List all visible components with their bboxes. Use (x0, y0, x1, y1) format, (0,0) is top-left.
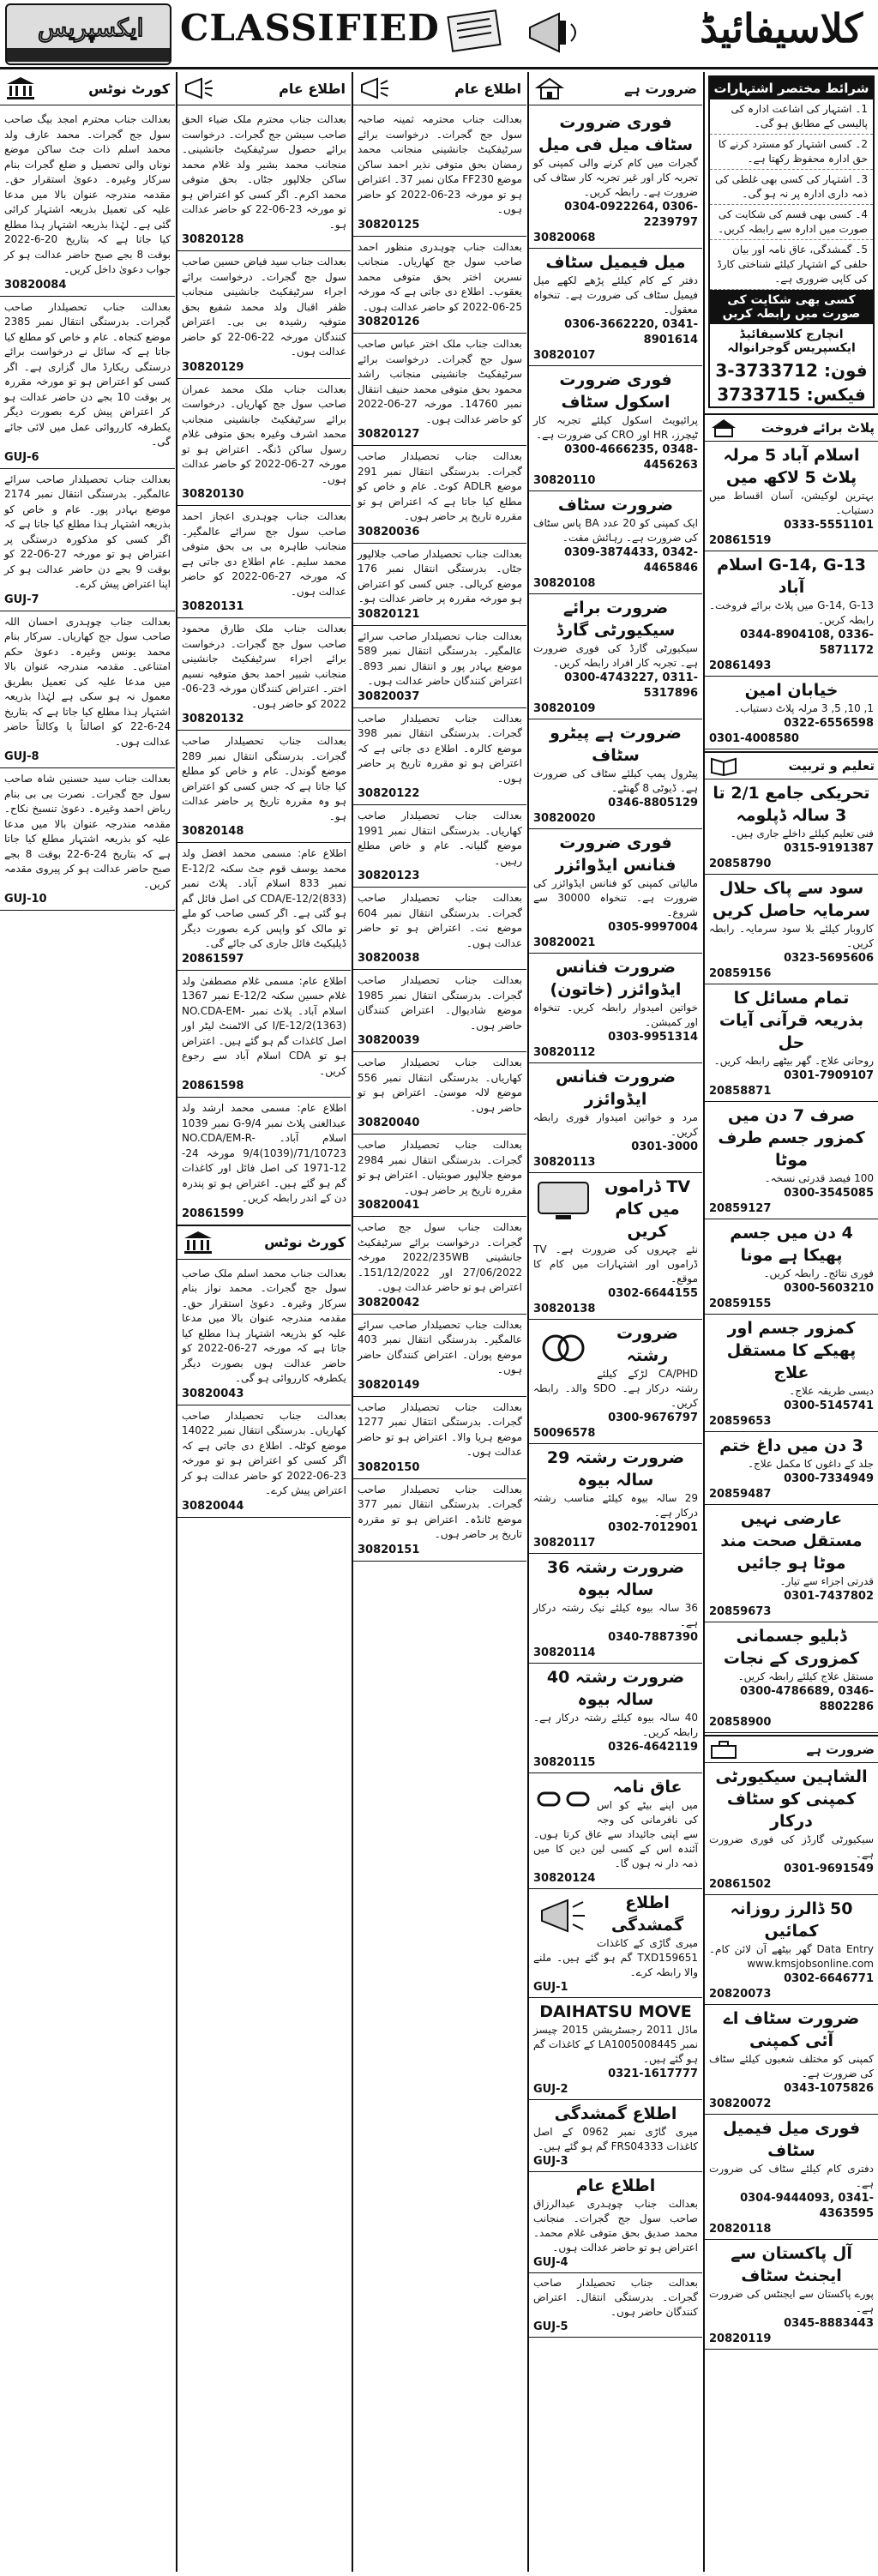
phone-number: 0304-9444093, 0341-4363595 (740, 2192, 874, 2220)
column-right (705, 72, 878, 2572)
classified-ad: ضرورت رشتہ CA/PHD لڑکے کیلئے رشتہ درکار ہے۔ SDO والد۔ رابطہ کریں۔ 0300-9676797 50096578 (529, 1320, 702, 1444)
courthouse-icon (181, 1230, 215, 1255)
section-title: کورٹ نوٹس (88, 80, 170, 97)
section-title: اطلاع عام (454, 80, 521, 97)
phone-number: 0300-3545085 (784, 1187, 874, 1200)
ad-ref: 20858871 (709, 1085, 772, 1098)
public-notice: بعدالت جناب تحصیلدار صاحب سرائے عالمگیر۔ بدرستگی انتقال نمبر 589 موضع بہادر پور و انتقال نمبر 893۔ اعتراض کنندگان حاضر عدالت ہوں۔ 30820037 (353, 626, 526, 708)
ad-ref: 20858790 (709, 858, 772, 870)
phone-number: 0326-4642119 (608, 1741, 698, 1754)
phone-number: 0304-0922264, 0306-2239797 (564, 201, 698, 229)
ad-ref: 20861519 (709, 534, 772, 547)
classified-ad: فوری ضرورت فنانس ایڈوائزر مالیاتی کمپنی کو فنانس ایڈوائزر کی ضرورت ہے۔ تنخواہ 30000 سے شروع۔ 0305-9997004 30820021 (529, 829, 702, 954)
phone-number: 0306-3662220, 0341-8901614 (564, 318, 698, 346)
section-title: ضرورت ہے (624, 80, 697, 97)
notice-ref: GUJ-6 (4, 450, 39, 464)
classified-ad: اطلاع عام بعدالت جناب چوہدری عبدالرزاق صاحب سول جج گجرات۔ منجانب محمد صدیق بحق متوفی غلام محمد۔ اعتراض ہو تو حاضر عدالت ہوں۔ GUJ-4 (529, 2172, 702, 2273)
book-icon (708, 755, 739, 776)
ad-ref: 20859673 (709, 1605, 772, 1618)
notice-ref: 30820121 (358, 607, 420, 621)
column-public-notices-a (177, 72, 351, 2572)
classified-ad: فوری میل فیمیل سٹاف دفتری کام کیلئے سٹاف کی ضرورت ہے۔ 0304-9444093, 0341-4363595 20820118 (705, 2115, 878, 2240)
notice-ref: 30820043 (182, 1387, 244, 1400)
section-header (177, 1225, 351, 1260)
public-notice: بعدالت جناب تحصیلدار صاحب گجرات۔ بدرستگی انتقال نمبر 289 موضع گوندل۔ عام و خاص کو مطلع کیا جاتا ہے کہ جس کسی کو اعتراض ہو وہ مقررہ تاریخ پر حاضر عدالت ہو۔ 30820148 (177, 731, 351, 843)
classified-ad: میل فیمیل سٹاف دفتر کے کام کیلئے پڑھے لکھے میل فیمیل سٹاف کی ضرورت ہے۔ تنخواہ معقول۔ 0306-3662220, 0341-8901614 30820107 (529, 249, 702, 366)
classified-ad: ضرورت فنانس ایڈوائزر (خاتون) خواتین امیدوار رابطہ کریں۔ تنخواہ اور کمیشن۔ 0303-9951314 30820112 (529, 954, 702, 1063)
notice-ref: 30820151 (358, 1543, 420, 1556)
classified-ad: فوری ضرورت اسکول سٹاف پرائیویٹ اسکول کیلئے تجربہ کار ٹیچرز، HR اور CRO کی ضرورت ہے۔ 0300-4666235, 0348-4456263 30820110 (529, 366, 702, 491)
notice-ref: 30820084 (4, 278, 67, 292)
public-notice: بعدالت جناب محترم ملک ضیاء الحق صاحب سیشن جج گجرات۔ درخواست برائے حصول سرٹیفکیٹ جانشینی۔ منجانب محمد بشیر ولد غلام محمد ساکن جلالپور جٹاں۔ بحق متوفی محمد اکرم۔ اگر کسی کو اعتراض ہو تو مورخہ 23-06-22 کو حاضر عدالت ہو۔ 30820128 (177, 109, 351, 251)
notice-ref: 30820125 (358, 218, 420, 232)
public-notice: بعدالت جناب ملک طارق محمود صاحب سول جج گجرات۔ درخواست برائے اجراء سرٹیفکیٹ جانشینی منجانب شبیر احمد بحق متوفیہ نسیم اختر۔ اعتراض کنندگان مورخہ 23-06-2022 کو حاضر ہوں۔ 30820132 (177, 618, 351, 731)
phone-number: 0300-5603210 (784, 1282, 874, 1295)
notice-ref: 30820128 (182, 233, 244, 246)
ad-ref: 20861502 (709, 1878, 772, 1891)
section-header (353, 72, 526, 105)
ad-ref: 20859127 (709, 1202, 772, 1215)
classified-ad: صرف 7 دن میں کمزور جسم طرف موٹا 100 فیصد قدرتی نسخہ۔ 0300-3545085 20859127 (705, 1102, 878, 1219)
ad-terms-box: شرائط مختصر اشتہارات 1۔ اشتہار کی اشاعت ادارہ کی پالیسی کے مطابق ہو گی۔ 2۔ کسی اشتہار کو مسترد کرنے کا حق ادارہ محفوظ رکھتا ہے۔ 3۔ اشتہار کی کسی بھی غلطی کی ذمہ داری ادارہ پر نہ ہو گی۔ 4۔ کسی بھی قسم کی شکایت کی صورت میں ادارہ سے رابطہ کریں۔ 5۔ گمشدگی، عاق نامہ اور بیان حلفی کے اشتہار کیلئے شناختی کارڈ کی کاپی ضروری ہے۔ کسی بھی شکایت کی صورت میں رابطہ کریں انچارج کلاسیفائیڈ ایکسپریس گوجرانوالہ فون: 3733712-3 فیکس: 3733715 (708, 75, 875, 408)
classified-ad: سود سے پاک حلال سرمایہ حاصل کریں کاروبار کیلئے بلا سود سرمایہ۔ رابطہ کریں۔ 0323-5695606 20859156 (705, 875, 878, 984)
public-notice: بعدالت جناب تحصیلدار صاحب کھاریاں۔ بدرستگی انتقال نمبر 1991 موضع گلیانہ۔ عام و خاص مطلع رہیں۔ 30820123 (353, 805, 526, 888)
ad-ref: 30820108 (533, 577, 596, 590)
phone-number: 0301-3000 (631, 1141, 698, 1153)
title-urdu: کلاسیفائیڈ (700, 5, 863, 51)
ad-ref: 20858900 (709, 1716, 772, 1729)
court-notice: بعدالت جناب تحصیلدار صاحب گجرات۔ بدرستگی انتقال نمبر 2385 موضع کنجاہ۔ عام و خاص کو مطلع کیا جاتا ہے کہ سائل نے درخواست برائے درستگی ریکارڈ مال گزاری ہے۔ اگر کسی کو اعتراض ہو تو مورخہ مقررہ پر بوقت 10 بجے دن حاضر عدالت ہو کر اعتراض پیش کرے بصورت دیگر یکطرفہ کارروائی عمل میں لائی جائے گی۔ GUJ-6 (0, 297, 175, 469)
phone-number: 0302-7012901 (608, 1521, 698, 1534)
ad-ref: 30820068 (533, 232, 596, 244)
phone-number: 0303-9951314 (608, 1031, 698, 1044)
ad-ref: 20820073 (709, 1988, 772, 2001)
page-header (0, 0, 878, 69)
section-header (529, 72, 702, 105)
section-title: کورٹ نوٹس (264, 1234, 346, 1250)
notice-ref: 30820148 (182, 825, 244, 838)
notice-ref: 20861598 (182, 1080, 244, 1092)
notice-ref: 30820129 (182, 360, 244, 374)
classified-ad: ضرورت ہے پیٹرو سٹاف پیٹرول پمپ کیلئے سٹاف کی ضرورت ہے۔ ڈیوٹی 8 گھنٹے۔ 0346-8805129 30820020 (529, 719, 702, 829)
court-notice: بعدالت جناب محترم امجد بیگ صاحب سول جج گجرات۔ محمد عارف ولد محمد اسلم ذات جٹ ساکن موضع نوناں والی تحصیل و ضلع گجرات بنام سرکار وغیرہ۔ دعویٰ استقرار حق۔ مقدمہ مندرجہ عنوان بالا میں مدعا علیہ کی تعمیل بذریعہ اشتہار کرائی گئی ہے۔ لہٰذا بذریعہ اشتہار ہذا مطلع کیا جاتا ہے کہ بتاریخ 20-6-2022 بوقت 8 بجے صبح حاضر عدالت ہو کر جواب دعویٰ داخل کریں۔ 30820084 (0, 109, 175, 297)
public-notice: بعدالت جناب تحصیلدار صاحب جلالپور جٹاں۔ بدرستگی انتقال نمبر 176 موضع کریالی۔ جس کسی کو اعتراض ہو مورخہ مقررہ پر حاضر عدالت ہو۔ 30820121 (353, 544, 526, 626)
public-notice: بعدالت جناب محترمہ ثمینہ صاحبہ سول جج گجرات۔ درخواست برائے سرٹیفکیٹ جانشینی منجانب محمد رمضان بحق متوفی نذیر احمد ساکن موضع FF230 مکان نمبر 37۔ اعتراض ہو تو مورخہ 23-06-2022 کو حاضر ہوں۔ 30820125 (353, 109, 526, 237)
ad-ref: 30820110 (533, 474, 596, 487)
ad-ref: 20820119 (709, 2332, 772, 2345)
ad-ref: 30820113 (533, 1156, 596, 1169)
phone-number: 0300-9676797 (608, 1411, 698, 1424)
phone-number: 0309-3874433, 0342-4465846 (564, 546, 698, 575)
megaphone-icon (533, 1893, 593, 1938)
ad-ref: GUJ-2 (533, 2083, 568, 2096)
notice-ref: 30820126 (358, 316, 420, 328)
notice-ref: 30820041 (358, 1199, 420, 1212)
phone-number: 0346-8805129 (608, 797, 698, 810)
notice-ref: 30820131 (182, 600, 244, 613)
phone-number: 0302-6644155 (608, 1287, 698, 1300)
ad-ref: 20859487 (709, 1488, 772, 1501)
express-logo (5, 3, 171, 65)
classified-ad: اطلاع گمشدگی میری گاڑی نمبر 0962 کے اصل کاغذات FRS04333 گم ہو گئے ہیں۔ GUJ-3 (529, 2100, 702, 2172)
classified-ad: ضرورت فنانس ایڈوائزر مرد و خواتین امیدوار فوری رابطہ کریں۔ 0301-3000 30820113 (529, 1063, 702, 1173)
public-notice: بعدالت جناب تحصیلدار صاحب گجرات۔ بدرستگی انتقال نمبر 1277 موضع ہریا والا۔ اعتراض ہو تو حاضر عدالت ہوں۔ 30820150 (353, 1397, 526, 1479)
phone-number: 0300-4666235, 0348-4456263 (564, 443, 698, 472)
public-notice: اطلاع عام: مسمی محمد افضل ولد محمد یوسف قوم جٹ سکنہ E-12/2 نمبر 833 اسلام آباد۔ پلاٹ نمبر CDA/E-12/2(833) کی اصل فائل گم ہو گئی ہے۔ اگر کسی صاحب کو ملے تو مالک کو واپس کرے بصورت دیگر ڈپلیکیٹ فائل جاری کی جائے گی۔ 20861597 (177, 843, 351, 971)
ad-ref: 30820020 (533, 812, 596, 825)
public-notice: بعدالت جناب تحصیلدار صاحب گجرات۔ بدرستگی انتقال نمبر 604 موضع نت۔ اعتراض ہو تو حاضر عدالت ہوں۔ 30820038 (353, 888, 526, 970)
classified-ad: ضرورت رشتہ 40 سالہ بیوہ 40 سالہ بیوہ کیلئے رشتہ درکار ہے۔ رابطہ کریں۔ 0326-4642119 30820115 (529, 1664, 702, 1773)
ad-ref: 30820138 (533, 1303, 596, 1315)
classified-ad: G-14, G-13 اسلام آباد G-14, G-13 میں پلاٹ برائے فروخت۔ رابطہ کریں۔ 0344-8904108, 0336-5871172 20861493 (705, 551, 878, 677)
phone-number: 0300-4786689, 0346-8802286 (740, 1685, 874, 1713)
fax-number: فیکس: 3733715 (717, 384, 866, 405)
notice-ref: 30820042 (358, 1296, 420, 1309)
section-header (0, 72, 175, 105)
classified-ad: آل پاکستان سے ایجنٹ سٹاف پورے پاکستان سے ایجنٹس کی ضرورت ہے۔ 0345-8883443 20820119 (705, 2240, 878, 2350)
ad-ref: 20861493 (709, 659, 772, 672)
briefcase-icon (708, 1739, 739, 1760)
court-notice: بعدالت جناب تحصیلدار صاحب کھاریاں۔ بدرستگی انتقال نمبر 14022 موضع کوٹلہ۔ اطلاع دی جاتی ہے کہ اگر کسی کو اعتراض ہو تو مورخہ 23-06-2022 کو حاضر عدالت ہو کر اعتراض پیش کرے۔ 30820044 (177, 1405, 351, 1518)
phone-number: 0301-9691549 (784, 1863, 874, 1875)
column-wanted (529, 72, 702, 2572)
phone-number: 0321-1617777 (608, 2067, 698, 2080)
ad-ref: 30820124 (533, 1872, 596, 1885)
notice-ref: 30820127 (358, 428, 420, 441)
classified-ad: کمزور جسم اور پھیکے کا مستقل علاج دیسی طریقہ علاج۔ 0300-5145741 20859653 (705, 1315, 878, 1432)
phone-number: 0301-7437802 (784, 1590, 874, 1603)
public-notice: بعدالت جناب ملک محمد عمران صاحب سول جج کھاریاں۔ درخواست برائے سرٹیفکیٹ جانشینی منجانب محمد اشرف وغیرہ بحق متوفی غلام رسول ساکن ڈنگہ۔ اعتراض ہو تو مورخہ 27-06-2022 کو حاضر عدالت ہوں۔ 30820130 (177, 379, 351, 507)
ad-ref: 30820021 (533, 936, 596, 949)
category-header: پلاٹ برائے فروخت (705, 413, 878, 442)
broken-chain-icon (533, 1778, 593, 1822)
section-title: اطلاع عام (279, 80, 346, 97)
classified-ad: فوری ضرورت سٹاف میل فی میل گجرات میں کام کرنے والی کمپنی کو تجربہ کار اور غیر تجربہ کار سٹاف کی ضرورت ہے۔ رابطہ کریں۔ 0304-0922264, 0306-2239797 30820068 (529, 109, 702, 249)
notice-ref: 30820149 (358, 1378, 420, 1392)
classified-ad: ضرورت سٹاف اے آئی کمپنی کمپنی کو مختلف شعبوں کیلئے سٹاف کی ضرورت ہے۔ 0343-1075826 30820072 (705, 2005, 878, 2115)
notice-ref: GUJ-8 (4, 750, 39, 763)
house-icon (532, 75, 567, 101)
phone-number: 0340-7887390 (608, 1631, 698, 1644)
court-notice: بعدالت جناب محمد اسلم ملک صاحب سول جج گجرات۔ محمد نواز بنام سرکار وغیرہ۔ دعویٰ استقرار حق۔ مقدمہ مندرجہ عنوان بالا میں مدعا علیہ کو بذریعہ اشتہار ہذا مطلع کیا جاتا ہے کہ مورخہ 27-06-2022 کو حاضر عدالت ہوں بصورت دیگر یکطرفہ کارروائی ہو گی۔ 30820043 (177, 1263, 351, 1405)
court-notice: بعدالت جناب تحصیلدار صاحب سرائے عالمگیر۔ بدرستگی انتقال نمبر 2174 موضع بہادر پور۔ عام و خاص کو بذریعہ اشتہار ہذا مطلع کیا جاتا ہے کہ اگر کسی کو مذکورہ درستگی پر اعتراض ہو تو مورخہ 27-06-22 کو بوقت 9 بجے دن حاضر عدالت ہو کر اپنا اعتراض پیش کرے۔ GUJ-7 (0, 469, 175, 611)
logo-text: ایکسپریس (38, 14, 144, 42)
column-court-notices (0, 72, 175, 2572)
notice-ref: 30820123 (358, 870, 420, 882)
ad-ref: 20859155 (709, 1297, 772, 1310)
public-notice: بعدالت جناب سید فیاض حسین صاحب سول جج گجرات۔ درخواست برائے اجراء سرٹیفکیٹ جانشینی منجانب ظفر اقبال ولد محمد شفیع بحق متوفیہ رشیدہ بی بی۔ اعتراض کنندگان مورخہ 22-06-22 کو حاضر عدالت ہوں۔ 30820129 (177, 251, 351, 379)
complaint-bar: کسی بھی شکایت کی صورت میں رابطہ کریں (710, 290, 873, 324)
phone-number: 0344-8904108, 0336-5871172 (740, 629, 874, 657)
classified-ad: تمام مسائل کا بذریعہ قرآنی آیات حل روحانی علاج۔ گھر بیٹھے رابطہ کریں۔ 0301-7909107 20858871 (705, 984, 878, 1102)
public-notice: بعدالت جناب سول جج صاحب گجرات۔ درخواست برائے سرٹیفکیٹ جانشینی 2022/235WB مورخہ 27/06/2022 اور 151/12/2022۔ اعتراض ہو تو حاضر عدالت ہوں۔ 30820042 (353, 1217, 526, 1315)
classified-ad: DAIHATSU MOVE ماڈل 2011 رجسٹریشن 2015 چیسز نمبر LA1005008445 کے کاغذات گم ہو گئے ہیں۔ 0321-1617777 GUJ-2 (529, 1998, 702, 2100)
classified-ad: تحریکی جامع 2/1 تا 3 سالہ ڈپلومہ فنی تعلیم کیلئے داخلے جاری ہیں۔ 0315-9191387 20858790 (705, 779, 878, 875)
notice-ref: 30820130 (182, 488, 244, 501)
newspaper-icon (442, 5, 510, 60)
contact-label: انچارج کلاسیفائیڈ ایکسپریس گوجرانوالہ (727, 328, 856, 355)
notice-ref: 30820122 (358, 787, 420, 800)
phone-number: 0305-9997004 (608, 921, 698, 934)
notice-ref: 30820044 (182, 1499, 244, 1513)
ad-ref: 30820112 (533, 1046, 596, 1059)
classified-ad: خیابان امین 1, 10, 5, 3 مرلہ پلاٹ دستیاب۔ 0322-6556598 0301-4008580 (705, 677, 878, 749)
public-notice: بعدالت جناب چوہدری اعجاز احمد صاحب سول جج سرائے عالمگیر۔ منجانب طاہرہ بی بی بحق متوفی محمد سلیم۔ عام اطلاع دی جاتی ہے کہ مورخہ 27-06-2022 کو حاضر عدالت ہوں۔ 30820131 (177, 506, 351, 618)
ad-ref: 50096578 (533, 1427, 596, 1440)
public-notice: بعدالت جناب تحصیلدار صاحب گجرات۔ بدرستگی انتقال نمبر 2984 موضع جلالپور صوبتیاں۔ اعتراض ہو تو مقررہ تاریخ پر حاضر ہوں۔ 30820041 (353, 1135, 526, 1217)
classified-ad: بعدالت جناب تحصیلدار صاحب گجرات۔ بدرستگی انتقال۔ اعتراض کنندگان حاضر ہوں۔ GUJ-5 (529, 2273, 702, 2338)
ad-ref: 30820114 (533, 1646, 596, 1659)
phone-number: 0315-9191387 (784, 842, 874, 855)
classified-ad: اسلام آباد 5 مرلہ پلاٹ 5 لاکھ میں بہترین لوکیشن، آسان اقساط میں دستیاب۔ 0333-5551101 20861519 (705, 442, 878, 551)
ad-ref: 20859156 (709, 967, 772, 980)
classified-ad: ڈبلیو جسمانی کمزوری کے نجات مستقل علاج کیلئے رابطہ کریں۔ 0300-4786689, 0346-8802286 20858900 (705, 1622, 878, 1733)
notice-ref: 30820036 (358, 525, 420, 539)
public-notice: بعدالت جناب تحصیلدار صاحب سرائے عالمگیر۔ بدرستگی انتقال نمبر 403 موضع پوران۔ اعتراض کنندگان حاضر ہوں۔ 30820149 (353, 1315, 526, 1397)
notice-ref: 30820037 (358, 689, 420, 703)
ad-ref: 30820109 (533, 702, 596, 715)
classified-ad: ضرورت برائے سیکیورٹی گارڈ سیکیورٹی گارڈ کی فوری ضرورت ہے۔ تجربہ کار افراد رابطہ کریں۔ 0300-4743227, 0311-5317896 30820109 (529, 594, 702, 719)
ad-ref: 30820107 (533, 349, 596, 362)
notice-ref: 30820150 (358, 1460, 420, 1474)
phone-number: 0323-5695606 (784, 952, 874, 965)
phone-number: 0301-7909107 (784, 1069, 874, 1082)
public-notice: بعدالت جناب تحصیلدار صاحب گجرات۔ بدرستگی انتقال نمبر 1985 موضع شادیوال۔ اعتراض کنندگان حاضر ہوں۔ 30820039 (353, 970, 526, 1052)
ad-ref: GUJ-5 (533, 2320, 568, 2333)
classified-ad: 50 ڈالرز روزانہ کمائیں Data Entry گھر بیٹھے آن لائن کام۔ www.kmsjobsonline.com 0302-6646771 20820073 (705, 1895, 878, 2005)
public-notice: بعدالت جناب تحصیلدار صاحب گجرات۔ بدرستگی انتقال نمبر 377 موضع ٹانڈہ۔ اعتراض ہو تو مقررہ تاریخ پر حاضر ہوں۔ 30820151 (353, 1479, 526, 1562)
classified-ad: اطلاع گمشدگی میری گاڑی کے کاغذات TXD159651 گم ہو گئے ہیں۔ ملنے والا رابطہ کرے۔ GUJ-1 (529, 1889, 702, 1998)
rings-icon (533, 1324, 593, 1369)
notice-ref: GUJ-10 (4, 893, 47, 906)
category-header: ضرورت ہے (705, 1735, 878, 1763)
tv-icon (533, 1177, 593, 1222)
classified-ad: ضرورت سٹاف ایک کمپنی کو 20 عدد BA پاس سٹاف کی ضرورت ہے۔ رہائش مفت۔ 0309-3874433, 0342-4465846 30820108 (529, 491, 702, 594)
classified-ad: عارضی نہیں مستقل صحت مند موٹا ہو جائیں قدرتی اجزاء سے تیار۔ 0301-7437802 20859673 (705, 1505, 878, 1622)
ad-ref: 30820072 (709, 2098, 772, 2110)
public-notice: بعدالت جناب ملک اختر عباس صاحب سول جج گجرات۔ درخواست برائے سرٹیفکیٹ جانشینی منجانب راشد محمود بحق متوفی محمد حنیف انتقال نمبر 14760۔ مورخہ 27-06-2022 کو حاضر عدالت ہوں۔ 30820127 (353, 334, 526, 446)
phone-number: 0333-5551101 (784, 519, 874, 532)
notice-ref: 30820038 (358, 952, 420, 965)
notice-ref: 30820040 (358, 1116, 420, 1129)
megaphone-icon (357, 75, 391, 101)
title-english: CLASSIFIED (180, 7, 440, 49)
house-icon (708, 418, 739, 438)
ad-ref: GUJ-1 (533, 1981, 568, 1994)
phone-number: 0302-6646771 (784, 1972, 874, 1985)
ad-ref: GUJ-3 (533, 2155, 568, 2168)
classified-ad: 3 دن میں داغ ختم جلد کے داغوں کا مکمل علاج۔ 0300-7334949 20859487 (705, 1432, 878, 1505)
classified-ad: 4 دن میں جسم پھیکا ہے مونا فوری نتائج۔ رابطہ کریں۔ 0300-5603210 20859155 (705, 1219, 878, 1315)
phone-number: فون: 3733712-3 (715, 360, 868, 381)
ad-ref: 30820115 (533, 1756, 596, 1769)
section-header (177, 72, 351, 105)
notice-ref: 20861599 (182, 1207, 244, 1220)
public-notice: بعدالت جناب تحصیلدار صاحب گجرات۔ بدرستگی انتقال نمبر 398 موضع کالرہ۔ اطلاع دی جاتی ہے کہ اعتراض ہو تو مقررہ تاریخ پر حاضر ہوں۔ 30820122 (353, 708, 526, 806)
megaphone-icon (521, 5, 590, 60)
megaphone-icon (181, 75, 215, 101)
phone-number: 0300-7334949 (784, 1472, 874, 1485)
court-notice: بعدالت جناب سید حسنین شاہ صاحب سول جج گجرات۔ نصرت بی بی بنام ریاض احمد وغیرہ۔ دعویٰ تنسیخ نکاح۔ مقدمہ مندرجہ عنوان بالا میں مدعا علیہ کو بذریعہ اشتہار مطلع کیا جاتا ہے کہ بتاریخ 24-6-22 بوقت 8 بجے صبح حاضر عدالت ہو کر پیروی مقدمہ کریں۔ GUJ-10 (0, 768, 175, 911)
public-notice: بعدالت جناب تحصیلدار صاحب کھاریاں۔ بدرستگی انتقال نمبر 556 موضع لالہ موسیٰ۔ اعتراض ہو تو حاضر ہوں۔ 30820040 (353, 1052, 526, 1135)
public-notice: اطلاع عام: مسمی غلام مصطفیٰ ولد غلام حسین سکنہ E-12/2 نمبر 1367 اسلام آباد۔ پلاٹ نمبر NO.CDA-EM-I/E-12/2(1363) کی الاٹمنٹ لیٹر اور اصل کاغذات گم ہو گئے ہیں۔ اعتراض ہو تو CDA اسلام آباد سے رجوع کریں۔ 20861598 (177, 971, 351, 1098)
ad-ref: 30820117 (533, 1537, 596, 1550)
phone-number: 0322-6556598 (784, 717, 874, 730)
ad-ref: 20859653 (709, 1415, 772, 1428)
terms-title: شرائط مختصر اشتہارات (710, 77, 873, 99)
public-notice: اطلاع عام: مسمی محمد ارشد ولد عبدالغنی پلاٹ نمبر G-9/4 نمبر 1039 اسلام آباد۔ NO.CDA/EM-R-9/4(1039)/71/10723 مورخہ 24-12-1971 کی اصل فائل اور کاغذات گم ہو گئے ہیں۔ اعتراض ہو تو پندرہ دن کے اندر رابطہ کریں۔ 20861599 (177, 1098, 351, 1225)
classified-ad: الشاہین سیکیورٹی کمپنی کو سٹاف درکار سیکیورٹی گارڈز کی فوری ضرورت ہے۔ 0301-9691549 20861502 (705, 1763, 878, 1895)
phone-number: 0345-8883443 (784, 2317, 874, 2330)
courthouse-icon (3, 75, 38, 101)
court-notice: بعدالت جناب چوہدری احسان اللہ صاحب سول جج کھاریاں۔ سرکار بنام محمد یونس وغیرہ۔ دعویٰ حکم امتناعی۔ مقدمہ مندرجہ عنوان بالا میں مدعا علیہ کی تعمیل بطریق معمول نہ ہو سکی ہے لہٰذا بذریعہ اشتہار ہذا مطلع کیا جاتا ہے کہ بتاریخ 24-6-22 کو اصالتاً یا وکالتاً حاضر عدالت ہوں۔ GUJ-8 (0, 611, 175, 769)
classified-ad: عاق نامہ میں اپنے بیٹے کو اس کی نافرمانی کی وجہ سے اپنی جائیداد سے عاق کرتا ہوں۔ آئندہ اس کے کسی لین دین کا میں ذمہ دار نہ ہوں گا۔ 30820124 (529, 1773, 702, 1889)
ad-ref: 0301-4008580 (709, 732, 799, 745)
public-notice: بعدالت جناب تحصیلدار صاحب گجرات۔ بدرستگی انتقال نمبر 291 موضع ADLR کوٹ۔ عام و خاص کو مطلع کیا جاتا ہے کہ اعتراض ہو تو مقررہ تاریخ پر حاضر ہوں۔ 30820036 (353, 446, 526, 544)
notice-ref: 30820039 (358, 1034, 420, 1047)
public-notice: بعدالت جناب چوہدری منظور احمد صاحب سول جج کھاریاں۔ منجانب نسرین اختر بحق متوفی محمد یعقوب۔ اطلاع دی جاتی ہے کہ مورخہ 25-06-2022 کو حاضر عدالت ہوں۔ 30820126 (353, 237, 526, 334)
classified-ad: ضرورت رشتہ 29 سالہ بیوہ 29 سالہ بیوہ کیلئے مناسب رشتہ درکار ہے۔ 0302-7012901 30820117 (529, 1444, 702, 1554)
column-public-notices-b (353, 72, 526, 2572)
notice-ref: 30820132 (182, 713, 244, 725)
phone-number: 0300-4743227, 0311-5317896 (564, 671, 698, 700)
ad-ref: 20820118 (709, 2223, 772, 2236)
category-header: تعلیم و تربیت (705, 751, 878, 779)
phone-number: 0300-5145741 (784, 1399, 874, 1412)
ad-ref: GUJ-4 (533, 2256, 568, 2269)
phone-number: 0343-1075826 (784, 2082, 874, 2095)
classified-ad: ضرورت رشتہ 36 سالہ بیوہ 36 سالہ بیوہ کیلئے نیک رشتہ درکار ہے۔ 0340-7887390 30820114 (529, 1554, 702, 1664)
notice-ref: GUJ-7 (4, 593, 39, 606)
notice-ref: 20861597 (182, 952, 244, 966)
classified-ad: TV ڈراموں میں کام کریں نئے چہروں کی ضرورت ہے۔ TV ڈراموں اور اشتہارات میں کام کا موقع۔ 0302-6644155 30820138 (529, 1173, 702, 1320)
